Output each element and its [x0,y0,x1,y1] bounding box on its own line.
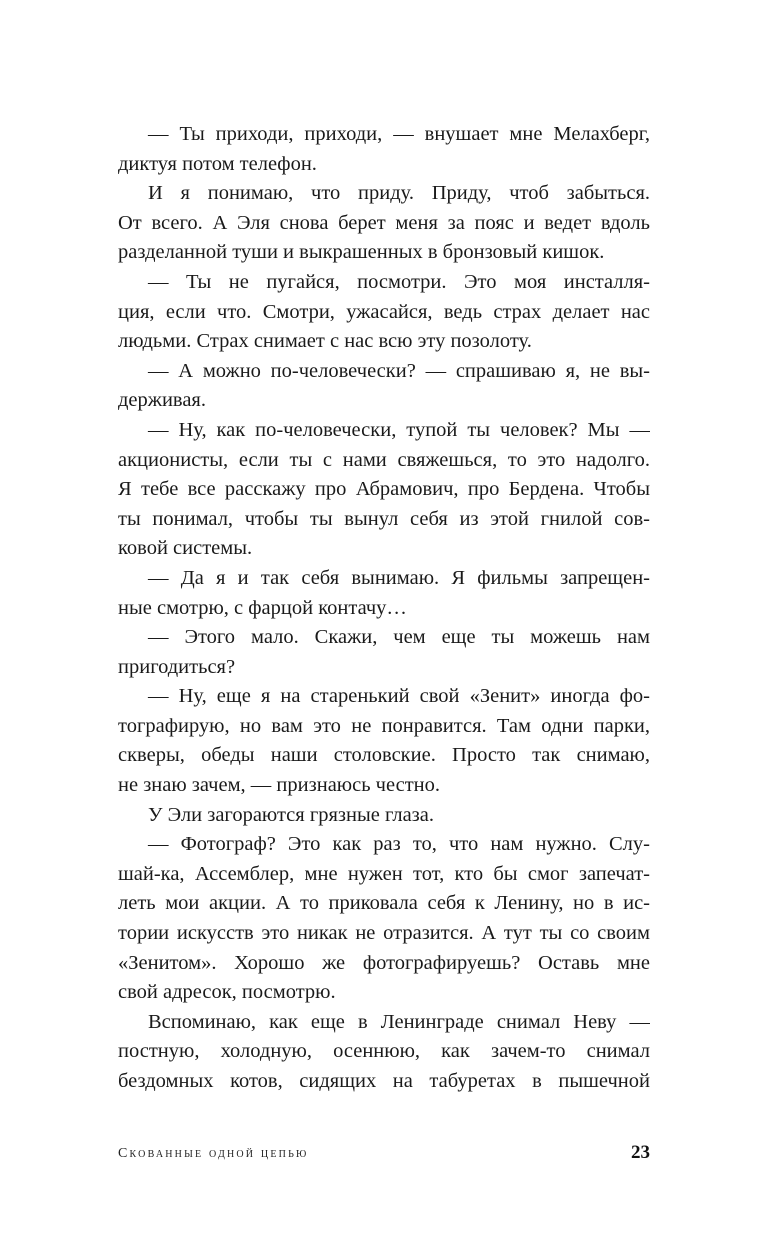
text-line: тории искусств это никак не отразится. А тут ты со своим [118,922,650,945]
text-line: не знаю зачем, — признаюсь честно. [118,774,441,797]
text-line: — Да я и так себя вынимаю. Я фильмы запрещен- [148,566,650,589]
book-page [118,120,650,1200]
text-line: тографирую, но вам это не понравится. Там одни парки, [118,714,650,737]
text-line: людьми. Страх снимает с нас всю эту позолоту. [118,330,532,353]
text-line: ты понимал, чтобы ты вынул себя из этой гнилой сов- [118,507,650,530]
text-line: ция, если что. Смотри, ужасайся, ведь страх делает нас [118,300,650,323]
text-line: бездомных котов, сидящих на табуретах в пышечной [118,1070,650,1092]
text-line: леть мои акции. А то приковала себя к Ленину, но в ис- [118,892,650,915]
text-line: У Эли загораются грязные глаза. [148,803,434,826]
text-line: держивая. [118,389,206,412]
text-line: — Этого мало. Скажи, чем еще ты можешь нам [148,626,650,649]
text-line: — Ну, еще я на старенький свой «Зенит» иногда фо- [148,685,650,708]
text-line: — Ну, как по-человечески, тупой ты человек? Мы — [148,418,650,441]
text-line: — А можно по-человечески? — спрашиваю я, не вы- [148,359,650,382]
text-line: постную, холодную, осеннюю, как зачем-то снимал [118,1040,650,1063]
text-line: — Фотограф? Это как раз то, что нам нужно. Слу- [148,833,650,856]
text-line: акционисты, если ты с нами свяжешься, то это надолго. [118,448,650,471]
text-line: И я понимаю, что приду. Приду, чтоб забыться. [148,182,650,205]
text-line: ковой системы. [118,537,253,560]
text-line: От всего. А Эля снова берет меня за пояс и ведет вдоль [118,211,650,234]
text-line: Вспоминаю, как еще в Ленинграде снимал Неву — [148,1010,650,1033]
text-line: — Ты приходи, приходи, — внушает мне Мелахберг, [148,123,650,145]
text-line: Я тебе все расскажу про Абрамович, про Бердена. Чтобы [118,478,650,501]
text-line: — Ты не пугайся, посмотри. Это моя инсталля- [148,270,650,293]
text-line: шай-ка, Ассемблер, мне нужен тот, кто бы смог запечат- [118,862,650,885]
text-line: свой адресок, посмотрю. [118,981,336,1004]
page-footer [118,1140,650,1170]
text-line: диктуя потом телефон. [118,152,317,175]
running-title: Скованные одной цепью [118,1146,309,1161]
text-line: пригодиться? [118,655,236,678]
text-line: разделанной туши и выкрашенных в бронзовый кишок. [118,241,605,264]
page-number: 23 [631,1142,650,1163]
body-text [118,120,650,1097]
text-line: скверы, обеды наши столовские. Просто так снимаю, [118,744,650,767]
text-line: «Зенитом». Хорошо же фотографируешь? Оставь мне [118,951,650,974]
text-line: ные смотрю, с фарцой контачу… [118,596,407,619]
